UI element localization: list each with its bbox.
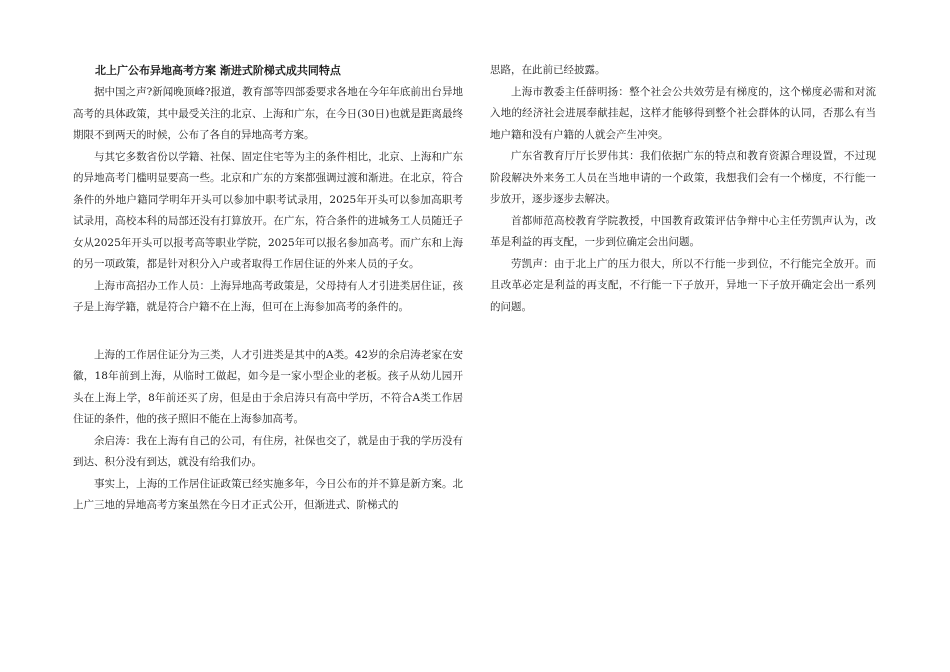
right-column	[490, 60, 876, 318]
paragraph: 事实上，上海的工作居住证政策已经实施多年，今日公布的并不算是新方案。北上广三地的异地高考方案虽然在今日才正式公开，但渐进式、阶梯式的	[73, 477, 463, 511]
paragraph: 与其它多数省份以学籍、社保、固定住宅等为主的条件相比，北京、上海和广东的异地高考门槛明显要高一些。北京和广东的方案都强调过渡和渐进。在北京，符合条件的外地户籍同学明年开头可以参加中职考试录用，2025年开头可以参加高职考试录用，高校本科的局部还没有打算放开。在广东，符合条件的进城务工人员随迁子女从2025年开头可以报考高等职业学院，2025年可以报名参加高考。而广东和上海的另一项政策，都是针对积分入户或者取得工作居住证的外来人员的子女。	[73, 150, 463, 270]
article-title: 北上广公布异地高考方案 渐进式阶梯式成共同特点	[95, 64, 341, 77]
paragraph: 上海的工作居住证分为三类，人才引进类是其中的A类。42岁的余启涛老家在安徽，18年前到上海，从临时工做起，如今是一家小型企业的老板。孩子从幼儿园开头在上海上学，8年前还买了房，但是由于余启涛只有高中学历，不符合A类工作居住证的条件，他的孩子照旧不能在上海参加高考。	[73, 348, 463, 425]
paragraph: 上海市教委主任薛明扬：整个社会公共效劳是有梯度的，这个梯度必需和对流入地的经济社会进展奉献挂起，这样才能够得到整个社会群体的认同，否那么有当地户籍和没有户籍的人就会产生冲突。	[490, 85, 876, 141]
paragraph-continuation: 思路，在此前已经披露。	[490, 64, 606, 76]
paragraph: 上海市高招办工作人员：上海异地高考政策是，父母持有人才引进类居住证，孩子是上海学籍，就是符合户籍不在上海，但可在上海参加高考的条件的。	[73, 279, 463, 313]
paragraph-gap	[73, 319, 463, 345]
paragraph: 劳凯声：由于北上广的压力很大，所以不行能一步到位，不行能完全放开。而且改革必定是利益的再支配，不行能一下子放开，异地一下子放开确定会出一系列的问题。	[490, 257, 876, 313]
paragraph: 据中国之声?新闻晚顶峰?报道，教育部等四部委要求各地在今年年底前出台异地高考的具体政策，其中最受关注的北京、上海和广东，在今日(30日)也就是距离最终期限不到两天的时候，公布了各自的异地高考方案。	[73, 86, 463, 141]
left-column	[73, 60, 463, 517]
paragraph: 余启涛：我在上海有自己的公司，有住房，社保也交了，就是由于我的学历没有到达、积分没有到达，就没有给我们办。	[73, 434, 463, 468]
paragraph: 首都师范高校教育学院教授，中国教育政策评估争辩中心主任劳凯声认为，改革是利益的再支配，一步到位确定会出问题。	[490, 214, 876, 248]
paragraph: 广东省教育厅厅长罗伟其：我们依据广东的特点和教育资源合理设置，不过现阶段解决外来务工人员在当地申请的一个政策，我想我们会有一个梯度，不行能一步放开，逐步逐步去解决。	[490, 150, 876, 205]
